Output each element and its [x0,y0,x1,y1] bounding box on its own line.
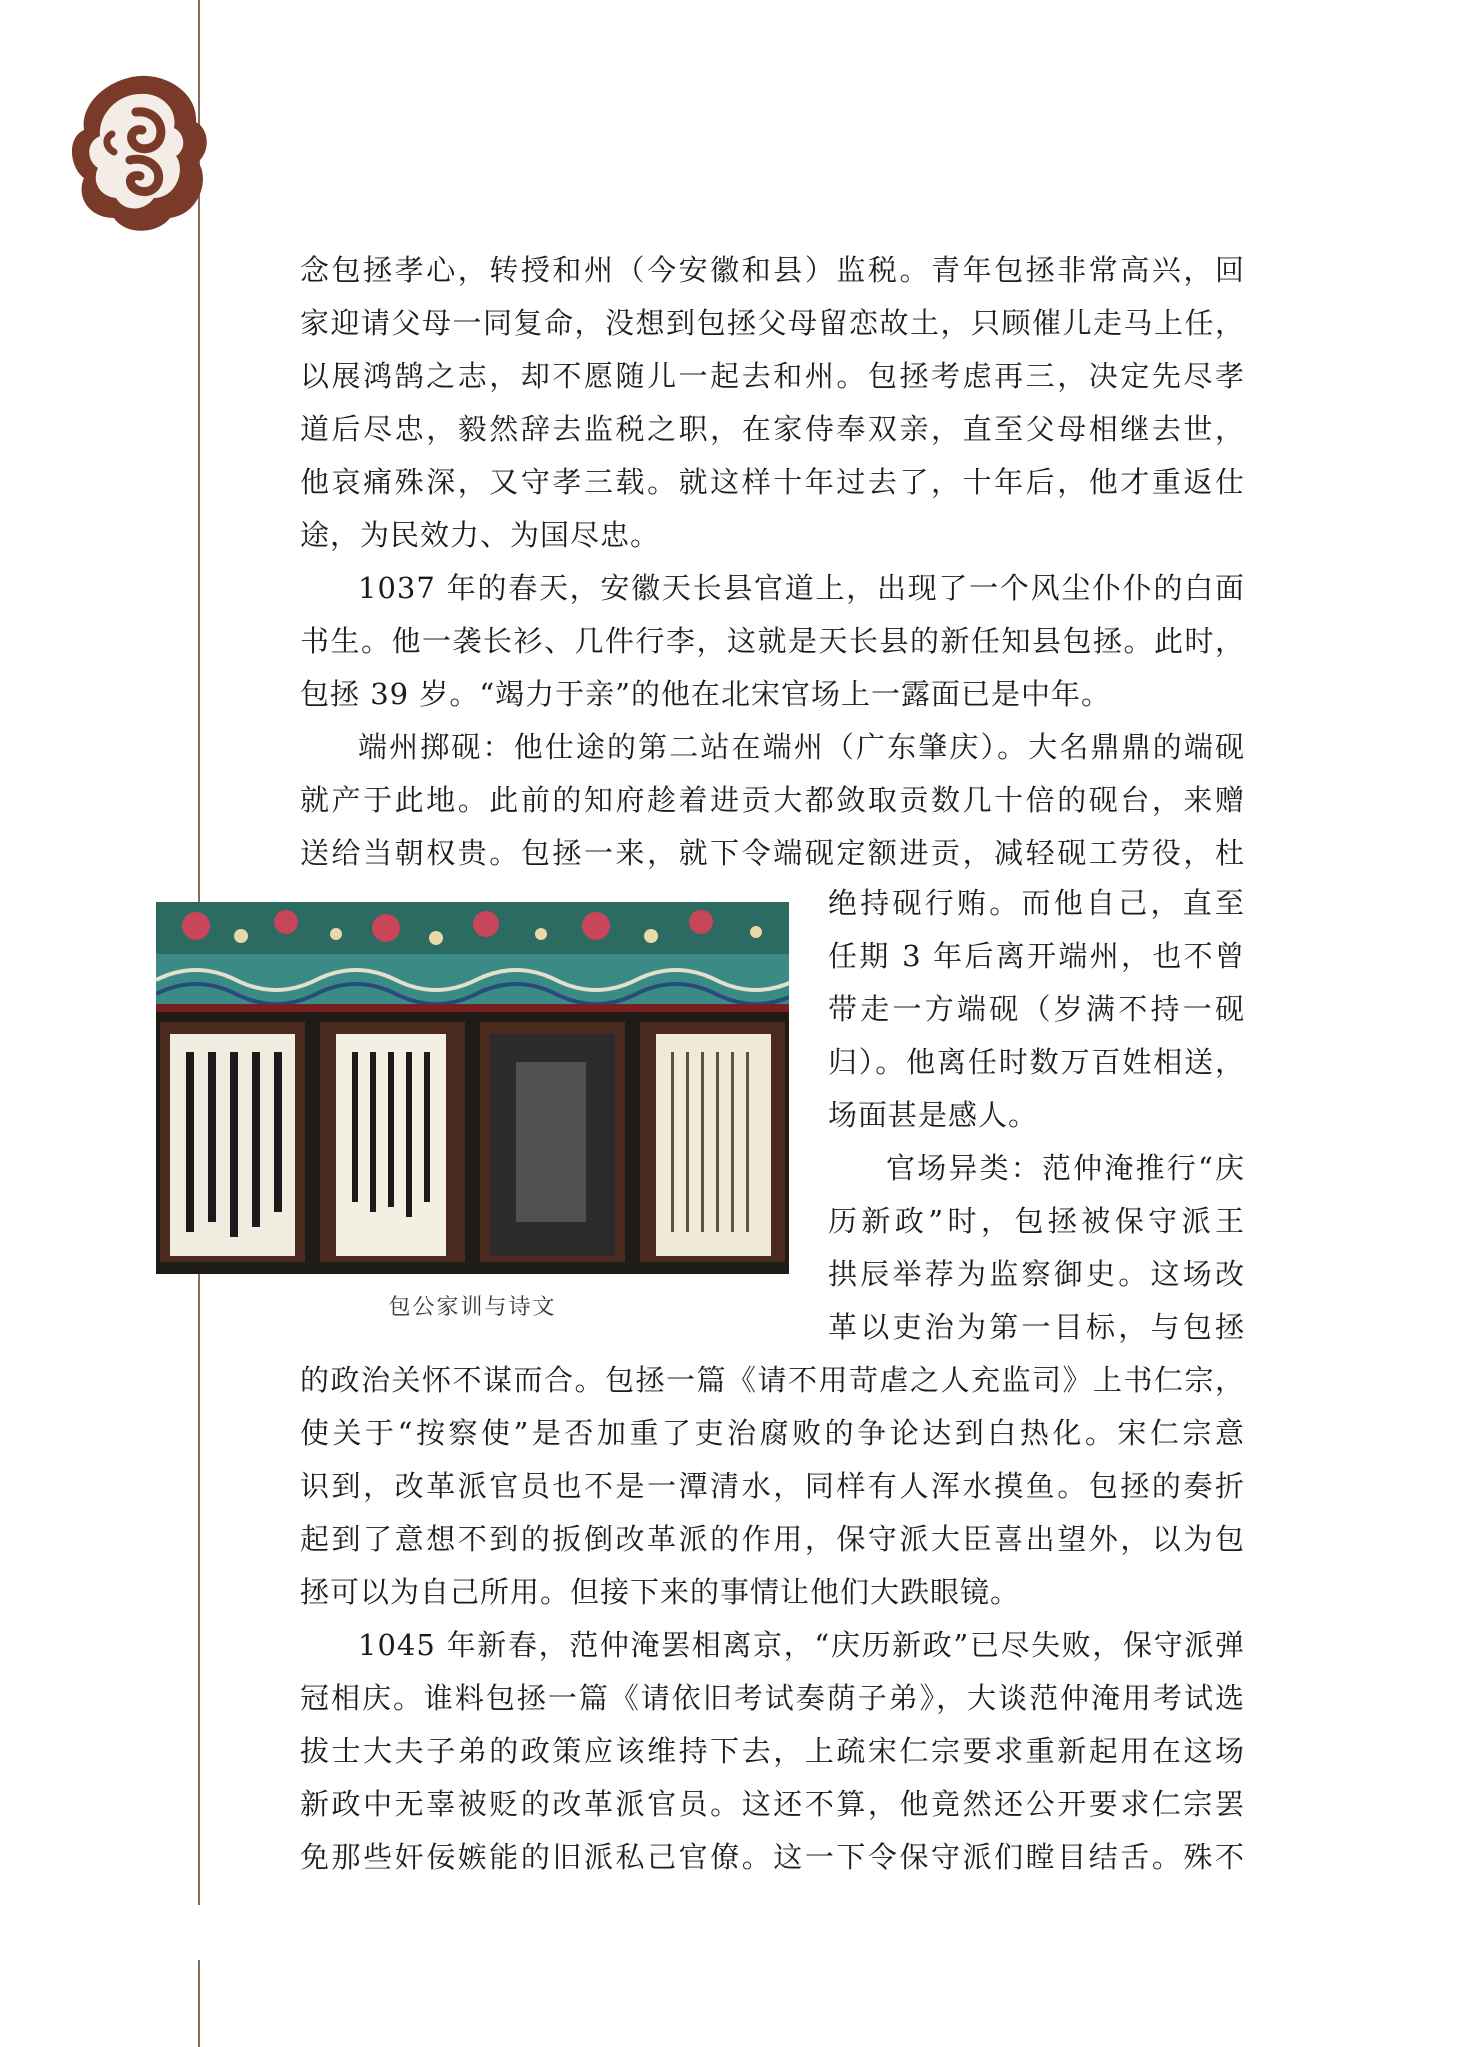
text-line: 冠相庆。谁料包拯一篇《请依旧考试奏荫子弟》，大谈范仲淹用考试选 [300,1681,1245,1715]
margin-rule-bottom [198,1960,200,2047]
text-line: 的政治关怀不谋而合。包拯一篇《请不用苛虐之人充监司》上书仁宗， [300,1363,1245,1397]
text-line: 1037 年的春天，安徽天长县官道上，出现了一个风尘仆仆的白面 [358,571,1245,605]
text-line: 以展鸿鹄之志，却不愿随儿一起去和州。包拯考虑再三，决定先尽孝 [300,359,1245,393]
text-line: 他哀痛殊深，又守孝三载。就这样十年过去了，十年后，他才重返仕 [300,465,1245,499]
text-line: 识到，改革派官员也不是一潭清水，同样有人浑水摸鱼。包拯的奏折 [300,1469,1245,1503]
text-line: 道后尽忠，毅然辞去监税之职，在家侍奉双亲，直至父母相继去世， [300,412,1245,446]
text-line: 起到了意想不到的扳倒改革派的作用，保守派大臣喜出望外，以为包 [300,1522,1245,1556]
text-line: 历新政”时，包拯被保守派王 [828,1204,1245,1238]
text-line: 端州掷砚：他仕途的第二站在端州（广东肇庆）。大名鼎鼎的端砚 [358,730,1245,764]
text-line: 1045 年新春，范仲淹罢相离京，“庆历新政”已尽失败，保守派弹 [358,1628,1245,1662]
text-line: 新政中无辜被贬的改革派官员。这还不算，他竟然还公开要求仁宗罢 [300,1787,1245,1821]
text-line: 革以吏治为第一目标，与包拯 [828,1310,1245,1344]
text-line: 场面甚是感人。 [828,1098,1039,1132]
text-line: 包拯 39 岁。“竭力于亲”的他在北宋官场上一露面已是中年。 [300,677,1111,711]
text-line: 拱辰举荐为监察御史。这场改 [828,1257,1245,1291]
text-line: 书生。他一袭长衫、几件行李，这就是天长县的新任知县包拯。此时， [300,624,1245,658]
photo-family-precepts [156,902,789,1274]
text-line: 带走一方端砚（岁满不持一砚 [828,992,1245,1026]
body-text-bottom [300,1354,1245,1884]
body-text-wrap [828,877,1245,1354]
body-text-top [300,244,1245,880]
text-line: 免那些奸佞嫉能的旧派私己官僚。这一下令保守派们瞠目结舌。殊不 [300,1840,1245,1874]
text-line: 家迎请父母一同复命，没想到包拯父母留恋故土，只顾催儿走马上任， [300,306,1245,340]
text-line: 就产于此地。此前的知府趁着进贡大都敛取贡数几十倍的砚台，来赠 [300,783,1245,817]
text-line: 任期 3 年后离开端州，也不曾 [828,939,1245,973]
photo-caption: 包公家训与诗文 [388,1295,557,1320]
text-line: 拔士大夫子弟的政策应该维持下去，上疏宋仁宗要求重新起用在这场 [300,1734,1245,1768]
photo-illustration [156,902,789,1274]
text-line: 绝持砚行贿。而他自己，直至 [828,886,1245,920]
text-line: 官场异类：范仲淹推行“庆 [886,1151,1245,1185]
text-line: 送给当朝权贵。包拯一来，就下令端砚定额进贡，减轻砚工劳役，杜 [300,836,1245,870]
text-line: 使关于“按察使”是否加重了吏治腐败的争论达到白热化。宋仁宗意 [300,1416,1245,1450]
text-line: 念包拯孝心，转授和州（今安徽和县）监税。青年包拯非常高兴，回 [300,253,1245,287]
text-line: 拯可以为自己所用。但接下来的事情让他们大跌眼镜。 [300,1575,1021,1609]
text-line: 途，为民效力、为国尽忠。 [300,518,661,552]
text-line: 归）。他离任时数万百姓相送， [828,1045,1245,1079]
auspicious-cloud-icon [70,68,210,238]
